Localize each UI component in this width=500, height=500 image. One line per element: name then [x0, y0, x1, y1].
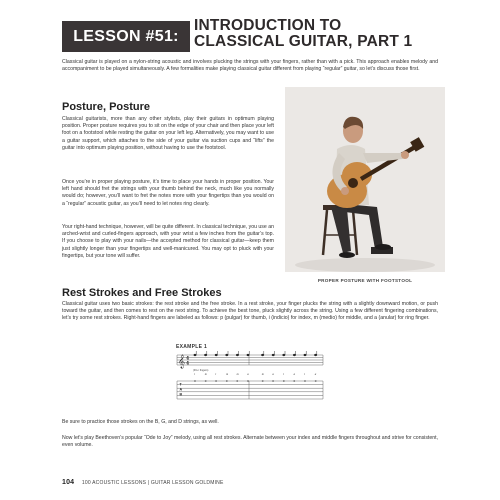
time-signature-bottom: 4 — [186, 361, 190, 367]
note-head — [215, 354, 218, 356]
note-head — [314, 354, 317, 356]
tab-digit: 0 — [204, 379, 207, 384]
tab-digit: 0 — [282, 379, 285, 384]
series-title: GUITAR LESSON GOLDMINE — [150, 480, 224, 486]
note-head — [293, 354, 296, 356]
fingering-mark: a — [314, 372, 317, 376]
note-head — [236, 354, 239, 356]
example-1-notation — [175, 351, 325, 403]
tab-digit: 0 — [236, 379, 239, 384]
fingers-label: (R.H. fingers) — [193, 369, 209, 372]
book-title: 100 ACOUSTIC LESSONS — [81, 480, 147, 486]
fingering-mark: i — [283, 372, 284, 376]
fingering-mark: a — [247, 372, 249, 376]
posture-heading: Posture, Posture — [62, 101, 151, 113]
strokes-paragraph-1: Classical guitar uses two basic strokes: the rest stroke and the free stroke. In a rest stroke, your finger plucks the string with a slightly downward motion, or push toward the guitar, and then comes to rest on the next string. To achieve the best tone, pluck slightly across the string. Using a few different fingering combinations, let’s try some rest strokes. Right-hand fingers are labeled as follows: p (pulgar) for thumb, i (indicio) for index, m (medio) for middle, and a (anular) for ring finger. — [62, 301, 438, 322]
note-head — [304, 354, 307, 356]
note-head — [226, 354, 229, 356]
example-1-label: EXAMPLE 1 — [176, 344, 208, 350]
guitarist-illustration — [285, 87, 445, 272]
lesson-title-line-2: CLASSICAL GUITAR, PART 1 — [194, 33, 413, 50]
tab-digit: 0 — [293, 379, 296, 384]
footer-separator: | — [147, 480, 150, 486]
note-group — [194, 351, 317, 356]
tab-label-t: T — [179, 382, 182, 387]
tab-digit: 0 — [215, 379, 217, 384]
tab-label-b: B — [179, 392, 183, 397]
strokes-paragraph-3: Now let’s play Beethoven’s popular “Ode to Joy” melody, using all rest strokes. Alternate between your index and middle fingers throughout and strive for consistent, even volume. — [62, 435, 439, 449]
lesson-title — [194, 18, 444, 50]
posture-paragraph-2: Once you’re in proper playing posture, it’s time to place your hands in proper position. Your left hand should fret the strings with your thumb behind the neck, much like you normally would do; however, you’ll want to fret the notes more with your fingertips than you would on a “regular” acoustic guitar, as you’ll need to let notes ring clearly. — [62, 179, 274, 207]
strokes-heading: Rest Strokes and Free Strokes — [62, 287, 222, 299]
page-footer — [62, 479, 224, 486]
lesson-number-badge — [62, 21, 190, 52]
fingering-mark: m — [226, 372, 229, 376]
posture-paragraph-1: Classical guitarists, more than any other stylists, play their guitars in optimum playing position. Proper posture requires you to sit on the edge of your chair and then place your left foot on a footstool while resting the guitar on your left leg. Alternatively, you may want to use a guitar support, which attaches to the side of your guitar via suction cups and “lifts” the guitar into optimum playing position, without having to use the footstool. — [62, 116, 274, 151]
tab-label-a: A — [179, 387, 183, 392]
tab-digit: 0 — [247, 379, 249, 384]
lesson-number: LESSON #51: — [73, 27, 179, 45]
tab-digit: 0 — [194, 379, 196, 384]
intro-paragraph: Classical guitar is played on a nylon-string acoustic and involves plucking the strings with your fingers, rather than with a pick. This approach enables melody and accompaniment to be played simultaneously. A few formalities make playing classical guitar different from playing “regular” guitar, so let’s discuss those first. — [62, 59, 438, 73]
note-head — [261, 354, 264, 356]
time-signature-top: 4 — [186, 356, 190, 362]
tab-digit: 0 — [225, 379, 228, 384]
tab-digit: 0 — [304, 379, 306, 384]
fingering-mark: m — [204, 372, 207, 376]
lesson-title-line-1: INTRODUCTION TO — [194, 17, 342, 34]
fingering-mark: i — [215, 372, 217, 376]
fingering-mark: i — [194, 372, 196, 376]
fingering-mark: m — [236, 372, 239, 376]
treble-clef-icon: 𝄞 — [178, 354, 186, 368]
fingering-mark: m — [261, 372, 264, 376]
fingering-group — [194, 372, 317, 376]
note-head — [204, 354, 207, 356]
fingering-mark: a — [293, 372, 296, 376]
tab-digit: 0 — [314, 379, 317, 384]
fingering-mark: a — [272, 372, 274, 376]
page-number: 104 — [62, 479, 75, 486]
posture-paragraph-3: Your right-hand technique, however, will be quite different. In classical technique, you use an arched-wrist and curled-fingers approach, with your wrist a few inches from the guitar’s top. If you choose to play with your nails—the accepted method for classical guitar—keep them just slightly longer than your fingertips and well-manicured. You may opt to pluck with your fingertips, but your tone will suffer. — [62, 224, 274, 259]
photo-caption: PROPER POSTURE WITH FOOTSTOOL — [317, 278, 413, 283]
posture-photo — [285, 87, 445, 272]
note-head — [194, 354, 197, 356]
note-head — [247, 354, 250, 356]
strokes-paragraph-2: Be sure to practice those strokes on the B, G, and D strings, as well. — [62, 419, 219, 425]
tab-digit: 0 — [272, 379, 274, 384]
note-head — [283, 354, 286, 356]
note-head — [272, 354, 275, 356]
fingering-mark: i — [304, 372, 306, 376]
tab-digit: 0 — [261, 379, 264, 384]
